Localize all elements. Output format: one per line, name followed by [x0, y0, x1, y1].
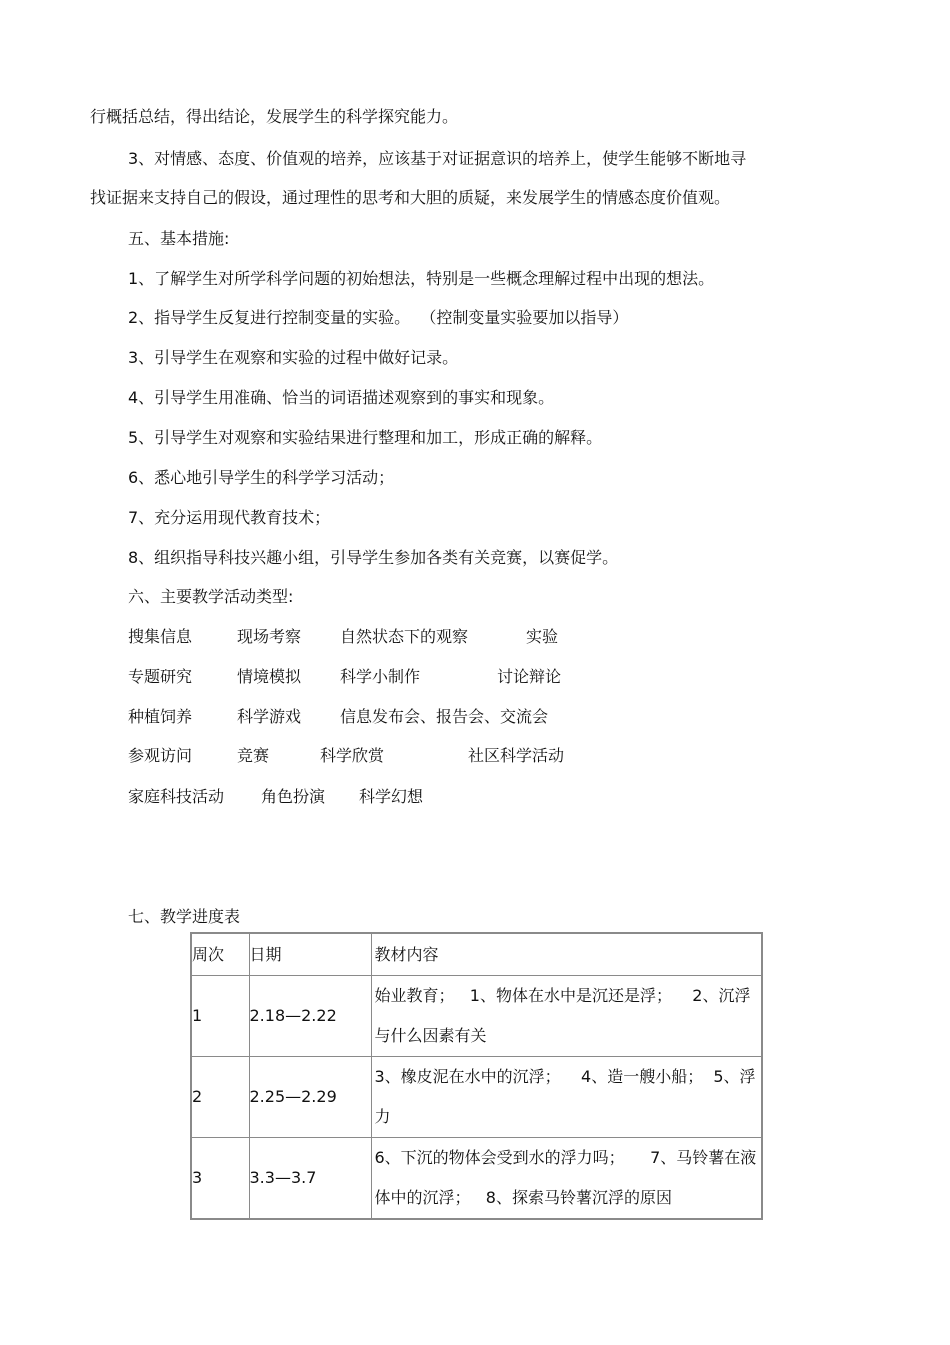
activity-item: 科学小制作: [340, 667, 421, 686]
activity-item: 讨论辩论: [497, 667, 562, 686]
activity-item: 专题研究: [128, 667, 193, 686]
table-header-row: [191, 933, 762, 976]
header-content: 教材内容: [371, 933, 762, 976]
activity-item: 现场考察: [237, 627, 302, 646]
activity-item: 科学欣赏: [320, 746, 385, 765]
measure-item-8: 8、组织指导科技兴趣小组，引导学生参加各类有关竞赛，以赛促学。: [128, 548, 619, 567]
cell-content: 6、下沉的物体会受到水的浮力吗； 7、马铃薯在液体中的沉浮； 8、探索马铃薯沉浮的原因: [371, 1138, 762, 1220]
section7-heading: 七、教学进度表: [128, 907, 241, 926]
measure-item-1: 1、了解学生对所学科学问题的初始想法，特别是一些概念理解过程中出现的想法。: [128, 269, 715, 288]
table-row: [191, 1138, 762, 1220]
cell-week: 1: [191, 976, 249, 1057]
activity-item: 情境模拟: [237, 667, 302, 686]
measure-item-7: 7、充分运用现代教育技术；: [128, 508, 331, 527]
activity-item: 科学游戏: [237, 707, 302, 726]
header-date: 日期: [249, 933, 371, 976]
measure-item-3: 3、引导学生在观察和实验的过程中做好记录。: [128, 348, 459, 367]
activity-item: 社区科学活动: [468, 746, 565, 765]
cell-date: 3.3—3.7: [249, 1138, 371, 1220]
activity-item: 自然状态下的观察: [340, 627, 469, 646]
table-row: [191, 1057, 762, 1138]
activity-item: 种植饲养: [128, 707, 193, 726]
measure-item-2: 2、指导学生反复进行控制变量的实验。 （控制变量实验要加以指导）: [128, 308, 629, 327]
measure-item-6: 6、悉心地引导学生的科学学习活动；: [128, 468, 395, 487]
measure-item-4: 4、引导学生用准确、恰当的词语描述观察到的事实和现象。: [128, 388, 555, 407]
header-week: 周次: [191, 933, 249, 976]
cell-date: 2.18—2.22: [249, 976, 371, 1057]
section5-heading: 五、基本措施:: [128, 229, 230, 248]
paragraph-conclusion: 行概括总结，得出结论，发展学生的科学探究能力。: [90, 107, 459, 126]
progress-table: [190, 932, 763, 1220]
activity-item: 家庭科技活动: [128, 787, 225, 806]
cell-week: 3: [191, 1138, 249, 1220]
activity-item: 角色扮演: [261, 787, 326, 806]
cell-date: 2.25—2.29: [249, 1057, 371, 1138]
activity-item: 科学幻想: [359, 787, 424, 806]
activity-item: 搜集信息: [128, 627, 193, 646]
section6-heading: 六、主要教学活动类型:: [128, 587, 294, 606]
cell-content: 始业教育； 1、物体在水中是沉还是浮； 2、沉浮与什么因素有关: [371, 976, 762, 1057]
activity-item: 实验: [526, 627, 559, 646]
table-row: [191, 976, 762, 1057]
measure-item-5: 5、引导学生对观察和实验结果进行整理和加工，形成正确的解释。: [128, 428, 603, 447]
paragraph-attitude-line2: 找证据来支持自己的假设，通过理性的思考和大胆的质疑，来发展学生的情感态度价值观。: [90, 188, 731, 207]
cell-week: 2: [191, 1057, 249, 1138]
paragraph-attitude-line1: 3、对情感、态度、价值观的培养，应该基于对证据意识的培养上，使学生能够不断地寻: [128, 149, 747, 168]
activity-item: 参观访问: [128, 746, 193, 765]
activity-item: 信息发布会、报告会、交流会: [340, 707, 549, 726]
activity-item: 竞赛: [237, 746, 270, 765]
cell-content: 3、橡皮泥在水中的沉浮； 4、造一艘小船； 5、浮力: [371, 1057, 762, 1138]
